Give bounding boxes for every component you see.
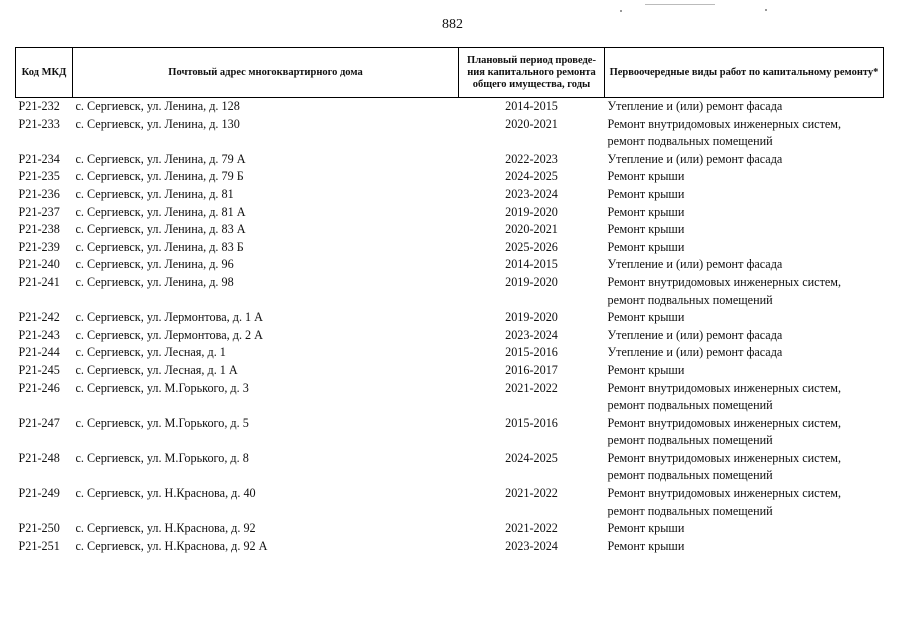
header-works: Первоочередные виды работ по капитальному ремонту* <box>605 48 884 98</box>
table-row <box>16 186 884 204</box>
works-cell <box>605 151 884 169</box>
period-cell: 2015-2016 <box>505 415 558 430</box>
works-cell <box>605 186 884 204</box>
works-cell <box>605 362 884 380</box>
period-cell: 2023-2024 <box>505 186 558 201</box>
works-cell <box>605 538 884 556</box>
table-row <box>16 485 884 520</box>
address-cell: с. Сергиевск, ул. Лесная, д. 1 <box>75 345 226 360</box>
works-cell <box>605 415 884 450</box>
mkd-code-cell: Р21-240 <box>18 257 60 272</box>
works-cell <box>605 98 884 116</box>
mkd-code-cell: Р21-248 <box>18 450 60 465</box>
works-line: Ремонт внутридомовых инженерных систем, <box>607 116 842 131</box>
works-cell <box>605 274 884 309</box>
scan-artifact-dot <box>620 10 622 12</box>
period-cell: 2020-2021 <box>505 116 558 131</box>
address-cell: с. Сергиевск, ул. Н.Краснова, д. 92 А <box>75 538 268 553</box>
table-row <box>16 309 884 327</box>
table-row <box>16 450 884 485</box>
address-cell: с. Сергиевск, ул. Лермонтова, д. 2 А <box>75 327 263 342</box>
address-cell: с. Сергиевск, ул. Лесная, д. 1 А <box>75 362 238 377</box>
mkd-code-cell: Р21-242 <box>18 310 60 325</box>
mkd-code-cell: Р21-243 <box>18 327 60 342</box>
works-cell <box>605 256 884 274</box>
mkd-code-cell: Р21-232 <box>18 99 60 113</box>
works-line: Утепление и (или) ремонт фасада <box>607 327 783 342</box>
address-cell: с. Сергиевск, ул. Ленина, д. 130 <box>75 116 240 131</box>
period-cell: 2023-2024 <box>505 327 558 342</box>
period-cell: 2022-2023 <box>505 151 558 166</box>
header-address: Почтовый адрес многоквартирного дома <box>73 48 459 98</box>
address-cell: с. Сергиевск, ул. Лермонтова, д. 1 А <box>75 310 263 325</box>
table-row <box>16 98 884 116</box>
table-row <box>16 239 884 257</box>
period-cell: 2021-2022 <box>505 486 558 501</box>
period-cell: 2024-2025 <box>505 169 558 184</box>
works-line: Ремонт внутридомовых инженерных систем, <box>607 486 842 501</box>
works-line: Ремонт крыши <box>607 310 685 325</box>
period-cell: 2023-2024 <box>505 538 558 553</box>
works-line: Ремонт внутридомовых инженерных систем, <box>607 274 842 289</box>
table-row <box>16 151 884 169</box>
address-cell: с. Сергиевск, ул. Ленина, д. 98 <box>75 274 234 289</box>
table-body <box>16 98 884 556</box>
mkd-code-cell: Р21-245 <box>18 362 60 377</box>
mkd-code-cell: Р21-239 <box>18 239 60 254</box>
period-cell: 2016-2017 <box>505 362 558 377</box>
works-line: Утепление и (или) ремонт фасада <box>607 151 783 166</box>
mkd-code-cell: Р21-236 <box>18 186 60 201</box>
address-cell: с. Сергиевск, ул. Ленина, д. 128 <box>75 99 240 113</box>
address-cell: с. Сергиевск, ул. Н.Краснова, д. 92 <box>75 521 256 536</box>
mkd-code-cell: Р21-238 <box>18 222 60 237</box>
address-cell: с. Сергиевск, ул. М.Горького, д. 5 <box>75 415 249 430</box>
period-cell: 2014-2015 <box>505 257 558 272</box>
mkd-code-cell: Р21-250 <box>18 521 60 536</box>
address-cell: с. Сергиевск, ул. Ленина, д. 96 <box>75 257 234 272</box>
repair-schedule-table <box>15 47 884 555</box>
works-cell <box>605 520 884 538</box>
address-cell: с. Сергиевск, ул. Н.Краснова, д. 40 <box>75 486 256 501</box>
mkd-code-cell: Р21-234 <box>18 151 60 166</box>
table-row <box>16 538 884 556</box>
works-line: Ремонт крыши <box>607 222 685 237</box>
address-cell: с. Сергиевск, ул. Ленина, д. 81 <box>75 186 234 201</box>
works-line: Ремонт крыши <box>607 169 685 184</box>
works-line: ремонт подвальных помещений <box>607 134 773 149</box>
period-cell: 2019-2020 <box>505 310 558 325</box>
works-line: Ремонт крыши <box>607 204 685 219</box>
address-cell: с. Сергиевск, ул. М.Горького, д. 8 <box>75 450 249 465</box>
page-number: 882 <box>442 17 463 32</box>
works-line: Ремонт крыши <box>607 521 685 536</box>
address-cell: с. Сергиевск, ул. Ленина, д. 79 А <box>75 151 246 166</box>
period-cell: 2021-2022 <box>505 521 558 536</box>
works-cell <box>605 204 884 222</box>
table-row <box>16 415 884 450</box>
period-cell: 2025-2026 <box>505 239 558 254</box>
mkd-code-cell: Р21-247 <box>18 415 60 430</box>
works-cell <box>605 485 884 520</box>
period-cell: 2014-2015 <box>505 99 558 113</box>
scan-artifact-line <box>645 4 715 5</box>
table-row <box>16 116 884 151</box>
period-cell: 2021-2022 <box>505 380 558 395</box>
mkd-code-cell: Р21-237 <box>18 204 60 219</box>
works-cell <box>605 239 884 257</box>
table-row <box>16 520 884 538</box>
address-cell: с. Сергиевск, ул. Ленина, д. 83 Б <box>75 239 244 254</box>
works-cell <box>605 380 884 415</box>
header-code: Код МКД <box>16 48 73 98</box>
works-line: ремонт подвальных помещений <box>607 468 773 483</box>
period-cell: 2019-2020 <box>505 204 558 219</box>
works-cell <box>605 450 884 485</box>
works-cell <box>605 221 884 239</box>
works-cell <box>605 344 884 362</box>
table-row <box>16 380 884 415</box>
works-line: Ремонт крыши <box>607 362 685 377</box>
table-row <box>16 344 884 362</box>
works-line: Ремонт внутридомовых инженерных систем, <box>607 415 842 430</box>
address-cell: с. Сергиевск, ул. М.Горького, д. 3 <box>75 380 249 395</box>
works-line: Ремонт внутридомовых инженерных систем, <box>607 450 842 465</box>
mkd-code-cell: Р21-244 <box>18 345 60 360</box>
mkd-code-cell: Р21-251 <box>18 538 60 553</box>
table-header <box>16 48 884 98</box>
mkd-code-cell: Р21-249 <box>18 486 60 501</box>
works-cell <box>605 309 884 327</box>
works-line: Ремонт крыши <box>607 186 685 201</box>
works-line: ремонт подвальных помещений <box>607 398 773 413</box>
works-line: Утепление и (или) ремонт фасада <box>607 99 783 113</box>
mkd-code-cell: Р21-246 <box>18 380 60 395</box>
table-row <box>16 362 884 380</box>
works-line: Ремонт крыши <box>607 239 685 254</box>
table-row <box>16 256 884 274</box>
works-line: Утепление и (или) ремонт фасада <box>607 257 783 272</box>
table-row <box>16 168 884 186</box>
period-cell: 2024-2025 <box>505 450 558 465</box>
table-header-row <box>16 48 884 98</box>
period-cell: 2019-2020 <box>505 274 558 289</box>
mkd-code-cell: Р21-233 <box>18 116 60 131</box>
address-cell: с. Сергиевск, ул. Ленина, д. 83 А <box>75 222 246 237</box>
table-row <box>16 274 884 309</box>
table-row <box>16 221 884 239</box>
period-cell: 2020-2021 <box>505 222 558 237</box>
works-line: ремонт подвальных помещений <box>607 503 773 518</box>
works-cell <box>605 327 884 345</box>
works-line: ремонт подвальных помещений <box>607 433 773 448</box>
works-cell <box>605 168 884 186</box>
table-row <box>16 204 884 222</box>
works-cell <box>605 116 884 151</box>
works-line: ремонт подвальных помещений <box>607 292 773 307</box>
period-cell: 2015-2016 <box>505 345 558 360</box>
mkd-code-cell: Р21-235 <box>18 169 60 184</box>
address-cell: с. Сергиевск, ул. Ленина, д. 81 А <box>75 204 246 219</box>
header-period: Плановый период проведе-ния капитального ремонта общего имущества, годы <box>459 48 605 98</box>
table-row <box>16 327 884 345</box>
scan-artifact-dot <box>765 9 767 11</box>
works-line: Ремонт внутридомовых инженерных систем, <box>607 380 842 395</box>
works-line: Утепление и (или) ремонт фасада <box>607 345 783 360</box>
mkd-code-cell: Р21-241 <box>18 274 60 289</box>
address-cell: с. Сергиевск, ул. Ленина, д. 79 Б <box>75 169 244 184</box>
works-line: Ремонт крыши <box>607 538 685 553</box>
